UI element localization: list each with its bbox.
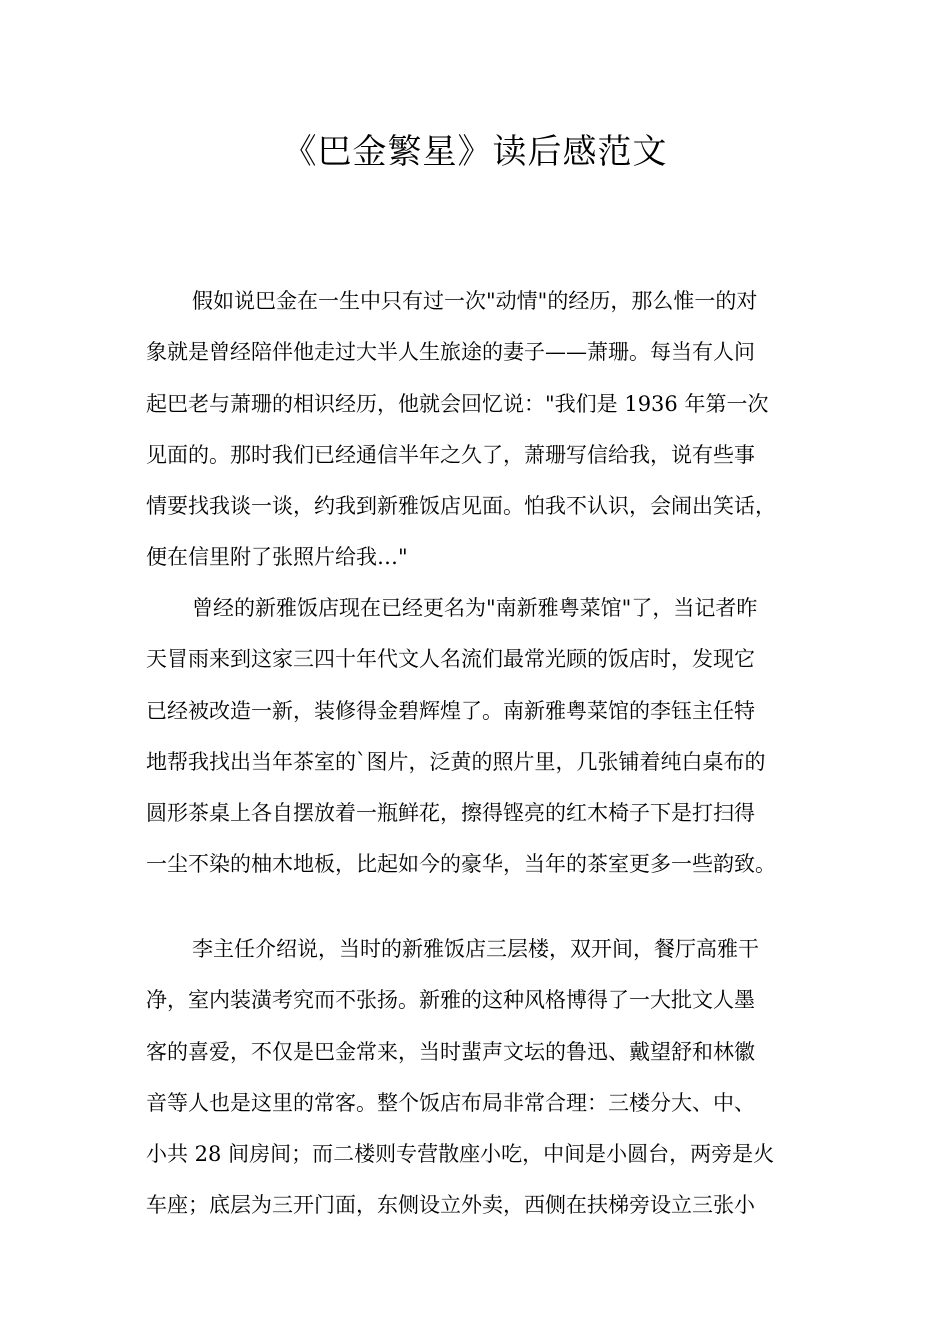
paragraph-line: 李主任介绍说，当时的新雅饭店三层楼，双开间，餐厅高雅干 — [192, 937, 759, 961]
paragraph-line: 便在信里附了张照片给我…" — [146, 545, 408, 570]
paragraph-line: 曾经的新雅饭店现在已经更名为"南新雅粤菜馆"了，当记者昨 — [192, 596, 758, 620]
paragraph-line: 净，室内装潢考究而不张扬。新雅的这种风格博得了一大批文人墨 — [146, 988, 755, 1013]
paragraph-line: 见面的。那时我们已经通信半年之久了，萧珊写信给我，说有些事 — [146, 442, 755, 467]
page-title: 《巴金繁星》读后感范文 — [282, 132, 668, 172]
paragraph-line: 音等人也是这里的常客。整个饭店布局非常合理：三楼分大、中、 — [146, 1090, 755, 1115]
paragraph-line: 地帮我找出当年茶室的`图片，泛黄的照片里，几张铺着纯白桌布的 — [146, 749, 766, 774]
paragraph-3 — [146, 924, 812, 1232]
paragraph-line: 假如说巴金在一生中只有过一次"动情"的经历，那么惟一的对 — [192, 289, 758, 313]
paragraph-line: 小共 28 间房间；而二楼则专营散座小吃，中间是小圆台，两旁是火 — [146, 1142, 775, 1167]
paragraph-2 — [146, 583, 812, 891]
paragraph-line: 象就是曾经陪伴他走过大半人生旅途的妻子——萧珊。每当有人问 — [146, 340, 755, 365]
paragraph-1 — [146, 276, 812, 584]
paragraph-line: 起巴老与萧珊的相识经历，他就会回忆说："我们是 1936 年第一次 — [146, 391, 769, 416]
paragraph-line: 圆形茶桌上各自摆放着一瓶鲜花，擦得铿亮的红木椅子下是打扫得 — [146, 801, 755, 826]
paragraph-line: 客的喜爱，不仅是巴金常来，当时蜚声文坛的鲁迅、戴望舒和林徽 — [146, 1039, 755, 1064]
paragraph-line: 天冒雨来到这家三四十年代文人名流们最常光顾的饭店时，发现它 — [146, 647, 755, 672]
paragraph-line: 情要找我谈一谈，约我到新雅饭店见面。怕我不认识，会闹出笑话， — [146, 494, 776, 519]
paragraph-line: 已经被改造一新，装修得金碧辉煌了。南新雅粤菜馆的李钰主任特 — [146, 698, 755, 723]
paragraph-line: 一尘不染的柚木地板，比起如今的豪华，当年的茶室更多一些韵致。 — [146, 852, 776, 877]
paragraph-line: 车座；底层为三开门面，东侧设立外卖，西侧在扶梯旁设立三张小 — [146, 1193, 755, 1218]
